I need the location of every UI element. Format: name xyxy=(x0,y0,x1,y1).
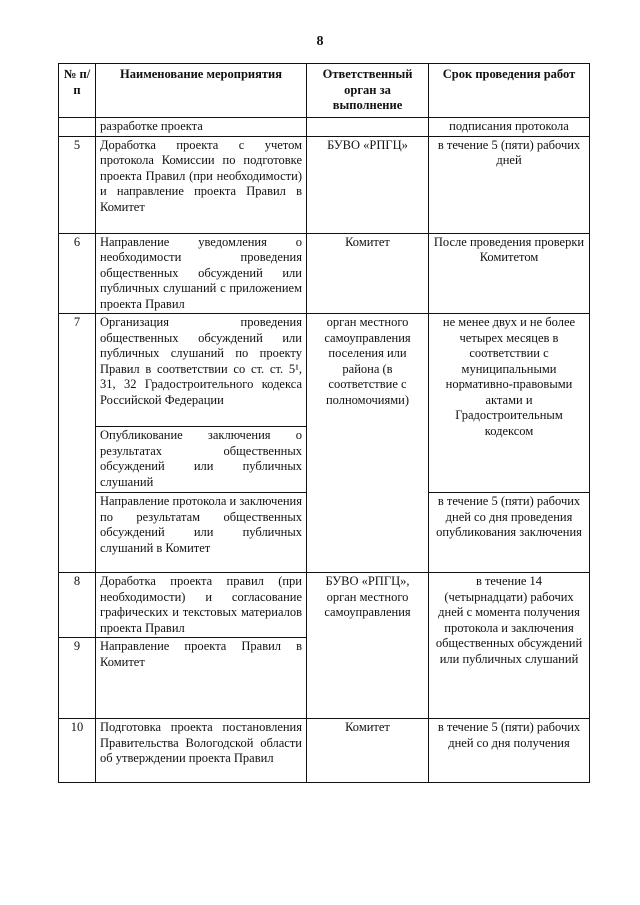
table-header-row xyxy=(59,64,590,118)
row-num: 10 xyxy=(59,719,96,783)
header-term: Срок проведения работ xyxy=(429,64,590,118)
row-num: 9 xyxy=(59,638,96,719)
row-responsible: БУВО «РПГЦ» xyxy=(307,136,429,233)
table-row xyxy=(59,233,590,314)
row-name: Направление уведомления о необходимости проведения общественных обсуждений или публичных слушаний с приложением проекта Правил xyxy=(96,233,307,314)
events-table xyxy=(58,63,590,783)
row-num: 8 xyxy=(59,573,96,638)
row-responsible: БУВО «РПГЦ», орган местного самоуправления xyxy=(307,573,429,719)
table-row xyxy=(59,136,590,233)
row-name: Направление протокола и заключения по результатам общественных обсуждений или публичных слушаний в Комитет xyxy=(96,493,307,573)
row-responsible: орган местного самоуправления поселения или района (в соответствие с полномочиями) xyxy=(307,314,429,573)
row-name: Организация проведения общественных обсуждений или публичных слушаний по проекту Правил в соответствии со ст. ст. 5¹, 31, 32 Градостроительного кодекса Российской Федерации xyxy=(96,314,307,427)
row-name: Направление проекта Правил в Комитет xyxy=(96,638,307,719)
header-responsible: Ответственный орган за выполнение xyxy=(307,64,429,118)
header-name: Наименование мероприятия xyxy=(96,64,307,118)
table-row-continuation xyxy=(59,118,590,137)
row-term: в течение 5 (пяти) рабочих дней со дня получения xyxy=(429,719,590,783)
page-number: 8 xyxy=(316,34,324,49)
row-term: После проведения проверки Комитетом xyxy=(429,233,590,314)
row-name: Доработка проекта с учетом протокола Комиссии по подготовке проекта Правил (при необходимости) и направление проекта Правил в Комитет xyxy=(96,136,307,233)
table-row xyxy=(59,314,590,427)
row-name: Подготовка проекта постановления Правительства Вологодской области об утверждении проекта Правил xyxy=(96,719,307,783)
continuation-name: разработке проекта xyxy=(96,118,307,137)
row-term: в течение 5 (пяти) рабочих дней xyxy=(429,136,590,233)
row-responsible: Комитет xyxy=(307,233,429,314)
table-row xyxy=(59,573,590,638)
header-num: № п/п xyxy=(59,64,96,118)
row-num: 6 xyxy=(59,233,96,314)
row-term: не менее двух и не более четырех месяцев в соответствии с муниципальными нормативно-правовыми актами и Градостроительным кодексом xyxy=(429,314,590,493)
row-name: Опубликование заключения о результатах общественных обсуждений или публичных слушаний xyxy=(96,427,307,493)
continuation-num xyxy=(59,118,96,137)
row-num: 5 xyxy=(59,136,96,233)
row-num: 7 xyxy=(59,314,96,573)
row-responsible: Комитет xyxy=(307,719,429,783)
row-term: в течение 5 (пяти) рабочих дней со дня проведения опубликования заключения xyxy=(429,493,590,573)
continuation-term: подписания протокола xyxy=(429,118,590,137)
continuation-responsible xyxy=(307,118,429,137)
table-row xyxy=(59,719,590,783)
row-name: Доработка проекта правил (при необходимости) и согласование графических и текстовых материалов проекта Правил xyxy=(96,573,307,638)
row-term: в течение 14 (четырнадцати) рабочих дней с момента получения протокола и заключения общественных обсуждений или публичных слушаний xyxy=(429,573,590,719)
